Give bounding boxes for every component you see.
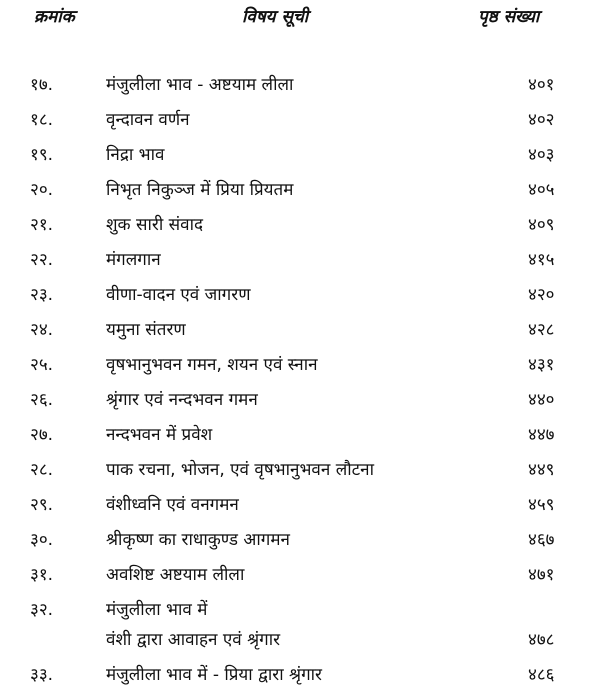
list-item bbox=[0, 383, 600, 418]
chapter-title: वृन्दावन वर्णन bbox=[106, 110, 190, 130]
list-item bbox=[0, 278, 600, 313]
chapter-number: ३१. bbox=[30, 565, 54, 585]
page-number: ४३१ bbox=[528, 355, 555, 375]
list-item bbox=[0, 313, 600, 348]
list-item bbox=[0, 103, 600, 138]
list-item bbox=[0, 558, 600, 593]
chapter-number: ३०. bbox=[30, 530, 54, 550]
chapter-title: मंजुलीला भाव - अष्टयाम लीला bbox=[106, 75, 294, 95]
chapter-title: वीणा-वादन एवं जागरण bbox=[106, 285, 251, 305]
chapter-number: २२. bbox=[30, 250, 54, 270]
page-number: ४१५ bbox=[528, 250, 555, 270]
chapter-title: मंजुलीला भाव में bbox=[106, 600, 208, 620]
chapter-title: पाक रचना, भोजन, एवं वृषभानुभवन लौटना bbox=[106, 460, 375, 480]
page-number: ४७१ bbox=[528, 565, 555, 585]
list-item bbox=[0, 453, 600, 488]
chapter-number: २९. bbox=[30, 495, 54, 515]
page-number: ४०२ bbox=[528, 110, 555, 130]
chapter-number: २७. bbox=[30, 425, 54, 445]
list-item-continuation bbox=[0, 623, 600, 658]
page-number: ४८६ bbox=[528, 665, 555, 685]
chapter-number: २६. bbox=[30, 390, 54, 410]
list-item bbox=[0, 488, 600, 523]
list-item bbox=[0, 523, 600, 558]
chapter-number: २०. bbox=[30, 180, 54, 200]
chapter-number: १७. bbox=[30, 75, 54, 95]
page-number: ४५९ bbox=[528, 495, 555, 515]
page-number: ४२८ bbox=[528, 320, 555, 340]
page-number: ४७८ bbox=[528, 630, 555, 650]
chapter-title: मंगलगान bbox=[106, 250, 161, 270]
page-column-header: पृष्ठ संख्या bbox=[478, 7, 540, 27]
chapter-number: ३२. bbox=[30, 600, 54, 620]
page-number: ४४० bbox=[528, 390, 555, 410]
list-item bbox=[0, 348, 600, 383]
page-number: ४४७ bbox=[528, 425, 555, 445]
number-column-header: क्रमांक bbox=[34, 7, 75, 27]
chapter-number: १८. bbox=[30, 110, 54, 130]
chapter-number: २४. bbox=[30, 320, 54, 340]
page-number: ४४९ bbox=[528, 460, 555, 480]
subject-column-header: विषय सूची bbox=[242, 7, 309, 27]
chapter-title: अवशिष्ट अष्टयाम लीला bbox=[106, 565, 245, 585]
list-item bbox=[0, 208, 600, 243]
chapter-title: वंशीध्वनि एवं वनगमन bbox=[106, 495, 239, 515]
chapter-title: वंशी द्वारा आवाहन एवं श्रृंगार bbox=[106, 630, 281, 650]
chapter-number: ३३. bbox=[30, 665, 54, 685]
page-number: ४२० bbox=[528, 285, 555, 305]
chapter-number: २१. bbox=[30, 215, 54, 235]
chapter-number: २३. bbox=[30, 285, 54, 305]
chapter-title: शुक सारी संवाद bbox=[106, 215, 204, 235]
page-number: ४६७ bbox=[528, 530, 555, 550]
chapter-title: श्रीकृष्ण का राधाकुण्ड आगमन bbox=[106, 530, 290, 550]
list-item bbox=[0, 68, 600, 103]
chapter-title: नन्दभवन में प्रवेश bbox=[106, 425, 213, 445]
chapter-title: मंजुलीला भाव में - प्रिया द्वारा श्रृंगार bbox=[106, 665, 323, 685]
list-item bbox=[0, 418, 600, 453]
page-number: ४०३ bbox=[528, 145, 555, 165]
chapter-number: १९. bbox=[30, 145, 54, 165]
list-item bbox=[0, 243, 600, 278]
page-number: ४०१ bbox=[528, 75, 555, 95]
chapter-title: यमुना संतरण bbox=[106, 320, 186, 340]
list-item bbox=[0, 138, 600, 173]
page-number: ४०९ bbox=[528, 215, 555, 235]
chapter-number: २८. bbox=[30, 460, 54, 480]
chapter-title: निभृत निकुञ्ज में प्रिया प्रियतम bbox=[106, 180, 294, 200]
list-item bbox=[0, 658, 600, 693]
table-header bbox=[0, 4, 600, 34]
chapter-title: वृषभानुभवन गमन, शयन एवं स्नान bbox=[106, 355, 318, 375]
page-number: ४०५ bbox=[528, 180, 555, 200]
chapter-title: निद्रा भाव bbox=[106, 145, 165, 165]
chapter-number: २५. bbox=[30, 355, 54, 375]
list-item bbox=[0, 593, 600, 623]
list-item bbox=[0, 173, 600, 208]
chapter-title: श्रृंगार एवं नन्दभवन गमन bbox=[106, 390, 258, 410]
contents-list bbox=[0, 68, 600, 693]
